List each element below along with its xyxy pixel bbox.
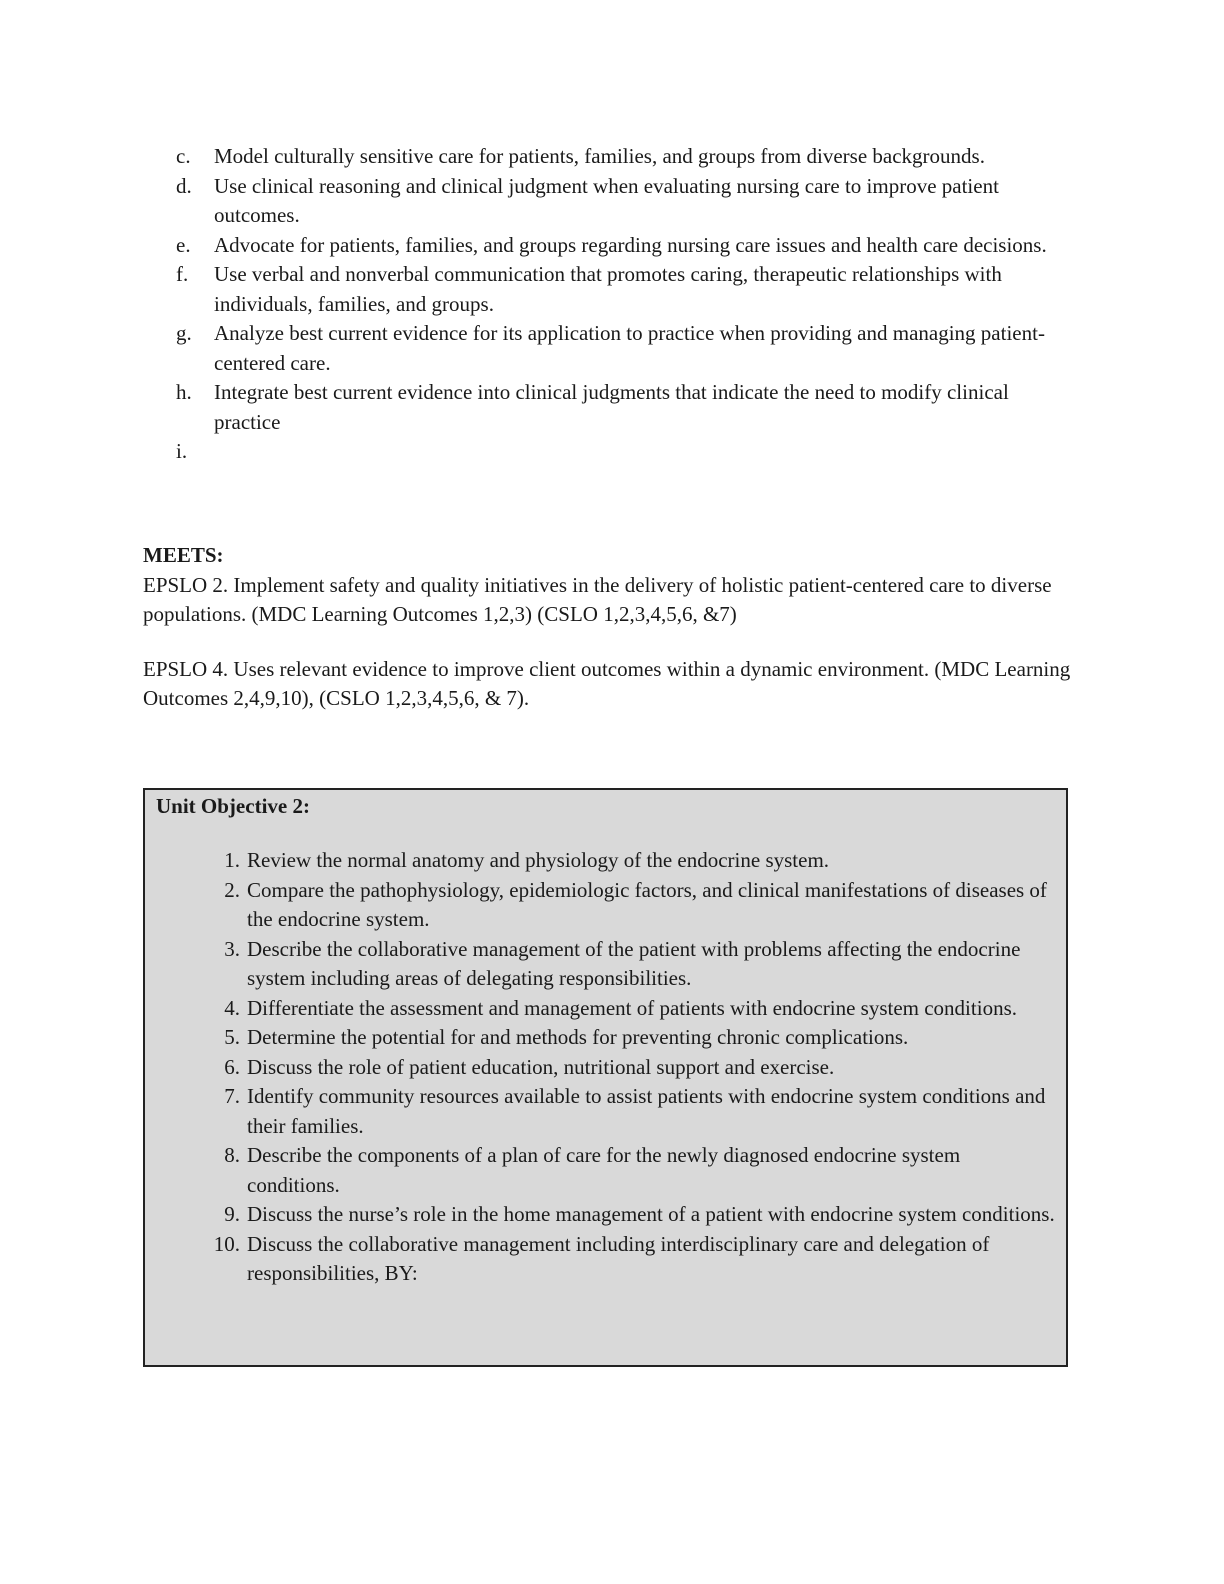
- list-item-text: Describe the collaborative management of the patient with problems affecting the endocrine system including areas of delegating responsibilities.: [247, 936, 1021, 990]
- list-marker: d.: [176, 173, 192, 198]
- list-item: [176, 142, 1076, 172]
- list-item: [207, 1141, 1057, 1200]
- list-item: [176, 437, 1076, 467]
- list-item: [207, 876, 1057, 935]
- list-item: [176, 378, 1076, 437]
- list-item: [207, 1200, 1057, 1230]
- list-marker: g.: [176, 321, 192, 345]
- list-item-text: Use clinical reasoning and clinical judgment when evaluating nursing care to improve patient outcomes.: [214, 173, 999, 227]
- unit-objective-list: [207, 846, 1057, 1289]
- list-marker: 2.: [224, 877, 240, 902]
- epslo-4-text: EPSLO 4. Uses relevant evidence to improve client outcomes within a dynamic environment. (MDC Learning Outcomes 2,4,9,10), (CSLO 1,2,3,4,5,6, & 7).: [143, 656, 1071, 710]
- list-marker: 3.: [224, 936, 240, 961]
- list-item: [176, 172, 1076, 231]
- list-marker: 6.: [224, 1054, 240, 1079]
- list-item-text: Review the normal anatomy and physiology of the endocrine system.: [247, 848, 830, 872]
- list-item: [207, 846, 1057, 876]
- list-item-text: Discuss the collaborative management including interdisciplinary care and delegation of responsibilities, BY:: [247, 1231, 990, 1285]
- list-marker: 4.: [224, 995, 240, 1020]
- list-marker: c.: [176, 144, 191, 168]
- list-item-text: Discuss the nurse’s role in the home management of a patient with endocrine system conditions.: [247, 1202, 1055, 1226]
- list-item-text: Model culturally sensitive care for patients, families, and groups from diverse backgrounds.: [214, 144, 985, 168]
- list-item-text: [214, 439, 219, 463]
- paragraph-spacer: [143, 630, 1083, 655]
- list-item-text: Analyze best current evidence for its application to practice when providing and managing patient-centered care.: [214, 321, 1045, 375]
- list-item-text: Discuss the role of patient education, nutritional support and exercise.: [247, 1054, 835, 1079]
- list-item-text: Determine the potential for and methods for preventing chronic complications.: [247, 1025, 909, 1049]
- unit-objective-title: Unit Objective 2:: [156, 794, 310, 818]
- list-marker: e.: [176, 232, 191, 257]
- list-item: [176, 319, 1076, 378]
- list-item-text: Differentiate the assessment and management of patients with endocrine system conditions.: [247, 995, 1017, 1020]
- list-item: [207, 935, 1057, 994]
- list-marker: 8.: [224, 1143, 240, 1167]
- meets-heading: MEETS:: [143, 543, 224, 567]
- list-item-text: Identify community resources available to assist patients with endocrine system conditions and their families.: [247, 1084, 1046, 1138]
- list-marker: 1.: [224, 848, 240, 872]
- unit-objective-box: [143, 788, 1068, 1367]
- list-item-text: Use verbal and nonverbal communication that promotes caring, therapeutic relationships with individuals, families, and groups.: [214, 262, 1002, 316]
- list-item: [207, 1082, 1057, 1141]
- list-item-text: Describe the components of a plan of care for the newly diagnosed endocrine system conditions.: [247, 1143, 961, 1197]
- list-item: [207, 994, 1057, 1024]
- list-item: [207, 1023, 1057, 1053]
- list-marker: 7.: [224, 1084, 240, 1108]
- outcomes-list: [176, 142, 1076, 467]
- meets-section: [143, 541, 1083, 714]
- list-item: [207, 1230, 1057, 1289]
- epslo-2-text: EPSLO 2. Implement safety and quality initiatives in the delivery of holistic patient-centered care to diverse populations. (MDC Learning Outcomes 1,2,3) (CSLO 1,2,3,4,5,6, &7): [143, 572, 1052, 626]
- list-marker: h.: [176, 380, 192, 404]
- list-item: [207, 1053, 1057, 1083]
- list-item: [176, 260, 1076, 319]
- list-marker: 9.: [224, 1202, 240, 1226]
- list-item-text: Advocate for patients, families, and groups regarding nursing care issues and health care decisions.: [214, 232, 1047, 257]
- list-item: [176, 231, 1076, 261]
- list-marker: i.: [176, 439, 188, 463]
- list-marker: 5.: [224, 1025, 240, 1049]
- list-marker: 10.: [213, 1231, 240, 1256]
- list-item-text: Compare the pathophysiology, epidemiologic factors, and clinical manifestations of diseases of the endocrine system.: [247, 877, 1047, 931]
- list-item-text: Integrate best current evidence into clinical judgments that indicate the need to modify clinical practice: [214, 380, 1009, 434]
- list-marker: f.: [176, 262, 189, 286]
